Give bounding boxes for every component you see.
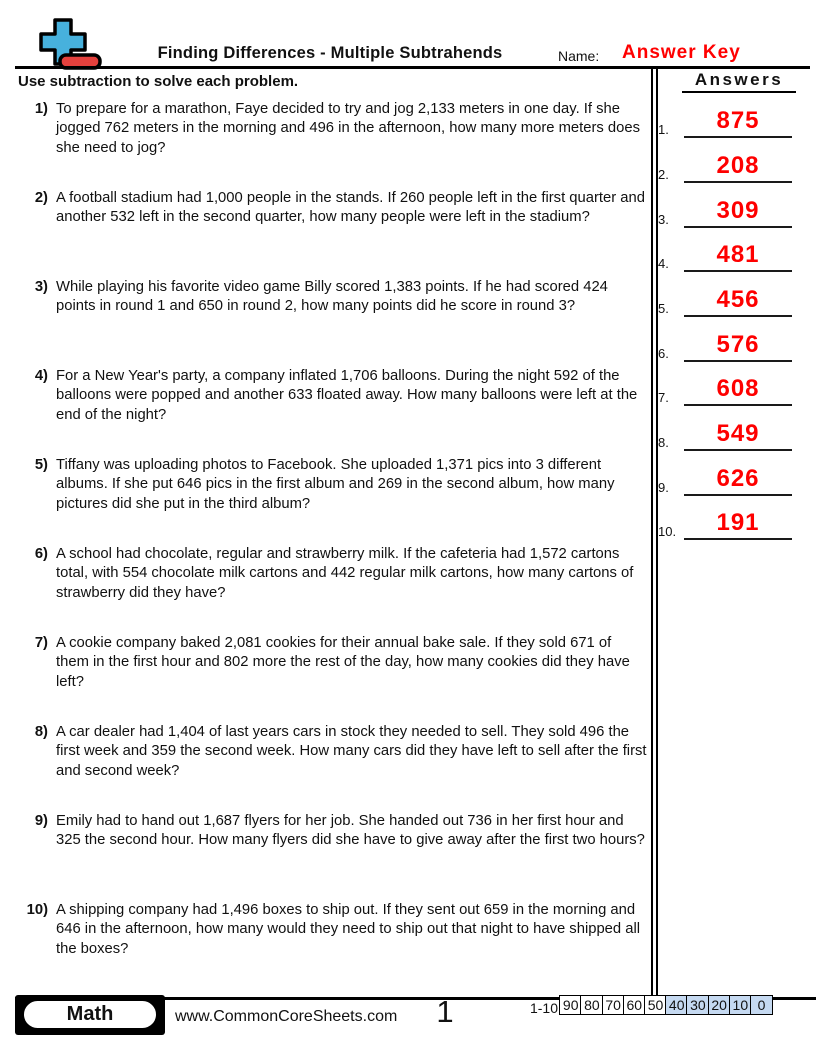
score-cell: 60 [623,995,646,1015]
problem-number: 7) [34,635,48,651]
score-cell: 10 [729,995,752,1015]
answer-value: 608 [716,375,760,402]
answer-number: 3. [658,212,669,227]
score-range-label: 1-10 [529,1000,558,1016]
answer-blank-line [684,538,792,540]
problem-number: 1) [34,101,48,117]
problem-item [18,278,648,317]
problem-number: 4) [34,368,48,384]
website-url: www.CommonCoreSheets.com [175,1008,398,1025]
problem-number: 10) [26,902,48,918]
answer-value: 481 [716,241,760,268]
problem-text: A school had chocolate, regular and strawberry milk. If the cafeteria had 1,572 cartons total, with 554 chocolate milk cartons and 442 regular milk cartons, how many cartons of strawberry did they have? [56,546,634,601]
score-cell: 80 [580,995,603,1015]
answer-row [654,369,816,406]
answer-value: 626 [716,465,760,492]
problem-number: 6) [34,546,48,562]
answer-row [654,325,816,362]
answer-row [654,146,816,183]
answer-number: 4. [658,256,669,271]
answer-blank-line [684,270,792,272]
answer-value: 576 [716,331,760,358]
answer-number: 9. [658,480,669,495]
answer-value: 208 [716,152,760,179]
problem-item [18,901,648,959]
problem-item [18,634,648,692]
answer-row [654,414,816,451]
page-title: Finding Differences - Multiple Subtrahends [157,44,503,62]
answer-key-value: Answer Key [622,42,741,63]
answer-blank-line [684,449,792,451]
problem-text: Emily had to hand out 1,687 flyers for her job. She handed out 736 in her first hour and 325 the second hour. How many flyers did she have to give away after the first two hours? [56,813,645,849]
problem-item [18,100,648,158]
answer-blank-line [684,136,792,138]
score-cell: 20 [708,995,731,1015]
answer-row [654,280,816,317]
answer-value: 875 [716,107,760,134]
subject-badge-label: Math [22,999,158,1030]
score-table [561,995,773,1015]
answer-row [654,459,816,496]
score-cell: 0 [750,995,773,1015]
answer-number: 10. [658,524,677,539]
score-cell: 90 [559,995,582,1015]
problem-item [18,189,648,228]
problem-text: A shipping company had 1,496 boxes to ship out. If they sent out 659 in the morning and 646 in the afternoon, how many would they need to ship out that night to have shipped all the boxes? [56,902,641,957]
answer-blank-line [684,360,792,362]
score-cell: 70 [602,995,625,1015]
subject-badge [15,995,165,1035]
answer-number: 8. [658,435,669,450]
name-label: Name: [558,48,600,64]
problem-item [18,367,648,425]
answers-title: Answers [682,70,796,93]
problem-text: A football stadium had 1,000 people in the stands. If 260 people left in the first quarter and another 532 left in the second quarter, how many people were left in the stadium? [56,190,645,226]
answer-number: 2. [658,167,669,182]
answer-row [654,101,816,138]
answer-value: 309 [716,197,760,224]
answer-number: 6. [658,346,669,361]
answer-row [654,191,816,228]
answer-row [654,235,816,272]
problem-text: A cookie company baked 2,081 cookies for their annual bake sale. If they sold 671 of them in the first hour and 802 more the rest of the day, how many cookies did they have left? [56,635,630,690]
answers-column [654,0,816,996]
answer-blank-line [684,404,792,406]
answer-blank-line [684,494,792,496]
instruction-text: Use subtraction to solve each problem. [18,73,299,90]
page-number: 1 [436,994,454,1029]
problem-number: 9) [34,813,48,829]
problem-text: Tiffany was uploading photos to Facebook. She uploaded 1,371 pics into 3 different albums. If she put 646 pics in the first album and 269 in the second album, how many pictures did she put in the third album? [56,457,615,512]
answer-value: 456 [716,286,760,313]
answer-blank-line [684,226,792,228]
problem-item [18,723,648,781]
answer-number: 1. [658,122,669,137]
answer-value: 191 [716,509,760,536]
answer-value: 549 [716,420,760,447]
problem-number: 2) [34,190,48,206]
answer-number: 5. [658,301,669,316]
problem-item [18,812,648,851]
score-cell: 30 [686,995,709,1015]
answer-blank-line [684,315,792,317]
answer-row [654,503,816,540]
score-cell: 40 [665,995,688,1015]
problem-text: For a New Year's party, a company inflated 1,706 balloons. During the night 592 of the balloons were popped and another 633 floated away. How many balloons were left at the end of the night? [56,368,638,423]
answer-number: 7. [658,390,669,405]
problem-number: 5) [34,457,48,473]
problem-text: While playing his favorite video game Billy scored 1,383 points. If he had scored 424 points in round 1 and 650 in round 2, how many points did he score in round 3? [56,279,608,315]
problem-number: 3) [34,279,48,295]
score-cell: 50 [644,995,667,1015]
problem-item [18,456,648,514]
problem-text: A car dealer had 1,404 of last years cars in stock they needed to sell. They sold 496 the first week and 359 the second week. How many cars did they have left to sell after the first and second week? [56,724,647,779]
problem-number: 8) [34,724,48,740]
problem-item [18,545,648,603]
problem-text: To prepare for a marathon, Faye decided to try and jog 2,133 meters in one day. If she jogged 762 meters in the morning and 496 in the afternoon, how many more meters does she need to jog? [56,101,641,156]
answer-blank-line [684,181,792,183]
